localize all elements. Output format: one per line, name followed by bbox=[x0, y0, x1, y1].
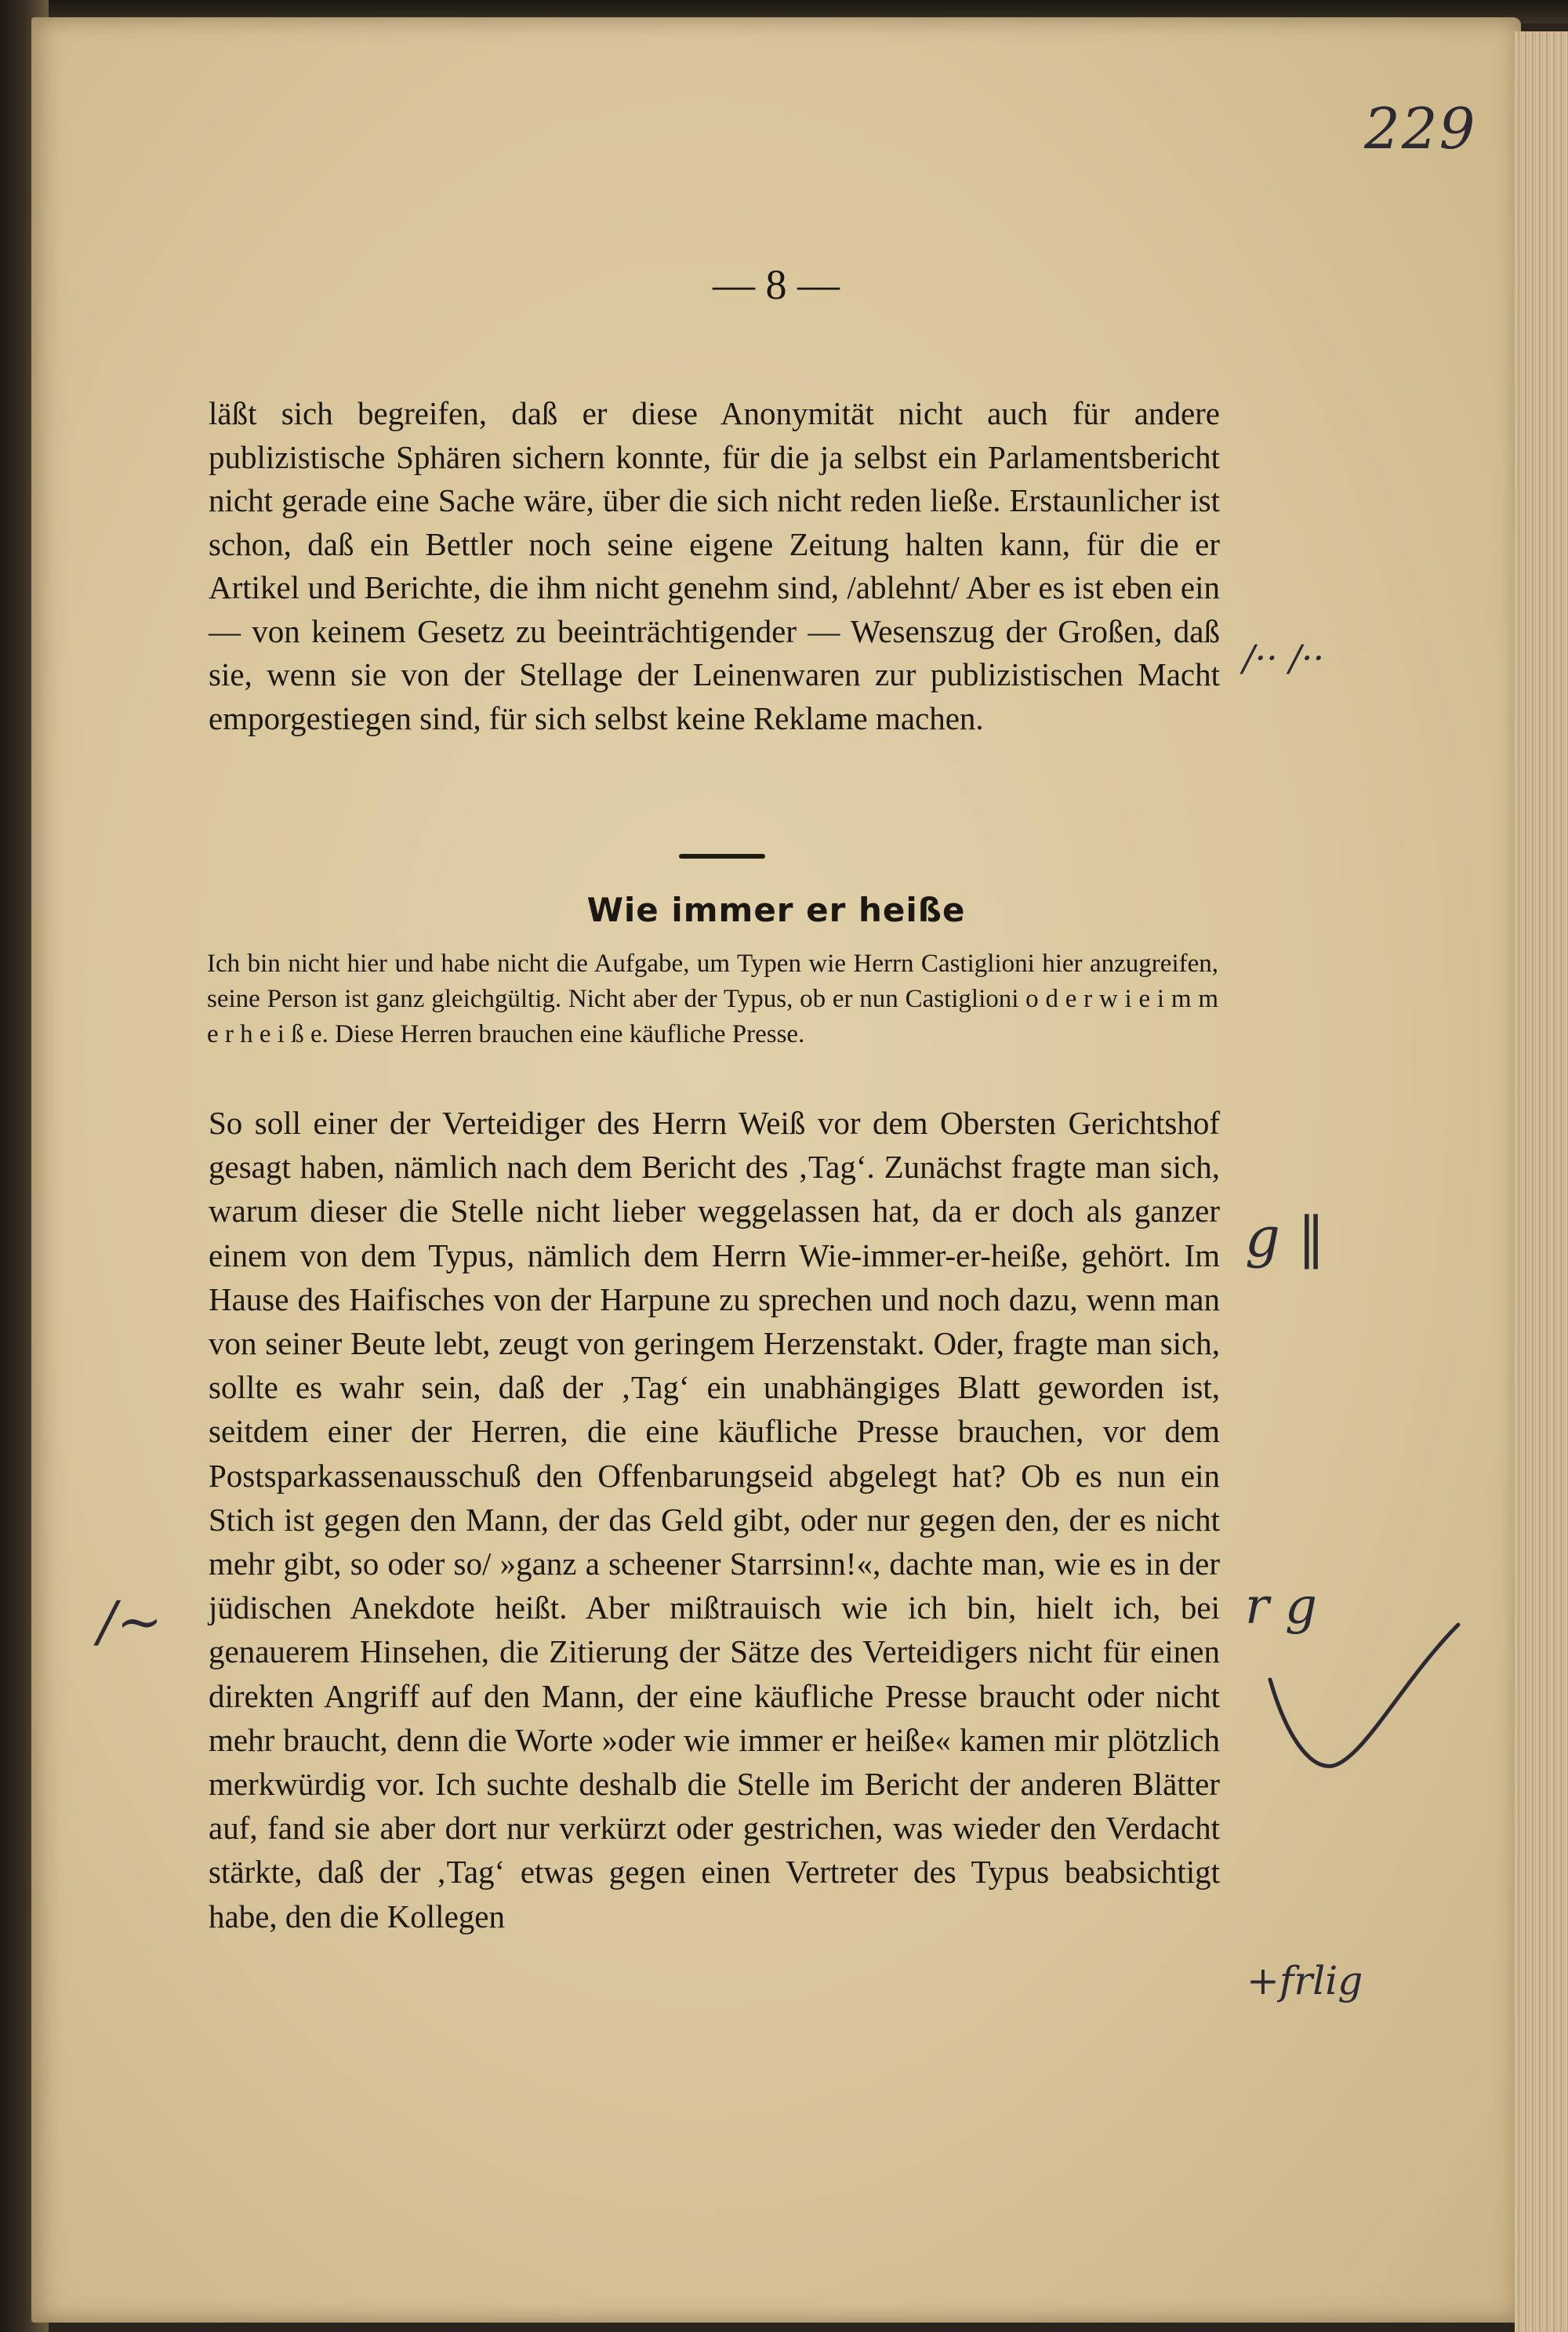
printed-page-number: — 8 — bbox=[713, 261, 840, 308]
page-stack-edges bbox=[1515, 31, 1568, 2332]
margin-note-2: g ‖ bbox=[1245, 1205, 1326, 1270]
paragraph-main: So soll einer der Verteidiger des Herrn Weiß vor dem Obersten Gerichtshof gesagt haben, nämlich nach dem Bericht des ‚Tag‘. Zunächst fragte man sich, warum dieser die Stelle nicht lieber weggelassen hat, da er doch als ganzer einem von dem Typus, nämlich dem Herrn Wie-immer-er-heiße, gehört. Im Hause des Haifisches von der Harpune zu sprechen und noch dazu, wenn man von seiner Beute lebt, zeugt von geringem Herzenstakt. Oder, fragte man sich, sollte es wahr sein, daß der ‚Tag‘ ein unabhängiges Blatt geworden ist, seitdem einer der Herren, die eine käufliche Presse brauchen, vor dem Postsparkassenausschuß den Offenbarungseid abgelegt hat? Ob es nun ein Stich ist gegen den Mann, der das Geld gibt, oder nur gegen den, der es nicht mehr gibt, so oder so/ »ganz a scheener Starrsinn!«, dachte man, wie es in der jüdischen Anekdote heißt. Aber mißtrauisch wie ich bin, hielt ich, bei genauerem Hinsehen, die Zitierung der Sätze des Verteidigers nicht für einen direkten Angriff auf den Mann, der eine käufliche Presse braucht oder nicht mehr braucht, denn die Worte »oder wie immer er heiße« kamen mir plötzlich merkwürdig vor. Ich suchte deshalb die Stelle im Bericht der anderen Blätter auf, fand sie aber dort nur verkürzt oder gestrichen, was wieder den Verdacht stärkte, daß der ‚Tag‘ etwas gegen einen Vertreter des Typus beabsichtigt habe, den die Kollegen bbox=[209, 1105, 1220, 1934]
checkmark-icon bbox=[1262, 1609, 1466, 1782]
section-title: Wie immer er heiße bbox=[586, 891, 966, 929]
book-page bbox=[31, 17, 1521, 2323]
margin-note-1: /·· /·· bbox=[1243, 637, 1325, 679]
margin-note-4: r g bbox=[1245, 1578, 1317, 1636]
margin-note-5: +frlig bbox=[1247, 1958, 1363, 2003]
handwritten-page-number: 229 bbox=[1364, 96, 1477, 162]
epigraph-quote: Ich bin nicht hier und habe nicht die Aufgabe, um Typen wie Herrn Castiglioni hier anzugreifen, seine Person ist ganz gleichgültig. Nicht aber der Typus, ob er nun Castiglioni o d e r w i e i m m e r h e i ß e. Diese Herren brauchen eine käufliche Presse. bbox=[207, 950, 1218, 1048]
margin-note-3: /~ bbox=[98, 1589, 163, 1654]
paragraph-continuation: läßt sich begreifen, daß er diese Anonymität nicht auch für andere publizistische Sphären sichern konnte, für die ja selbst ein Parlamentsbericht nicht gerade eine Sache wäre, über die sich nicht reden ließe. Erstaunlicher ist schon, daß ein Bettler noch seine eigene Zeitung halten kann, für die er Artikel und Berichte, die ihm nicht genehm sind, /ablehnt/ Aber es ist eben ein — von keinem Gesetz zu beeinträchtigender — Wesenszug der Großen, daß sie, wenn sie von der Stellage der Leinenwaren zur publizistischen Macht emporgestiegen sind, für sich selbst keine Reklame machen. bbox=[209, 395, 1220, 736]
section-divider bbox=[679, 854, 765, 859]
